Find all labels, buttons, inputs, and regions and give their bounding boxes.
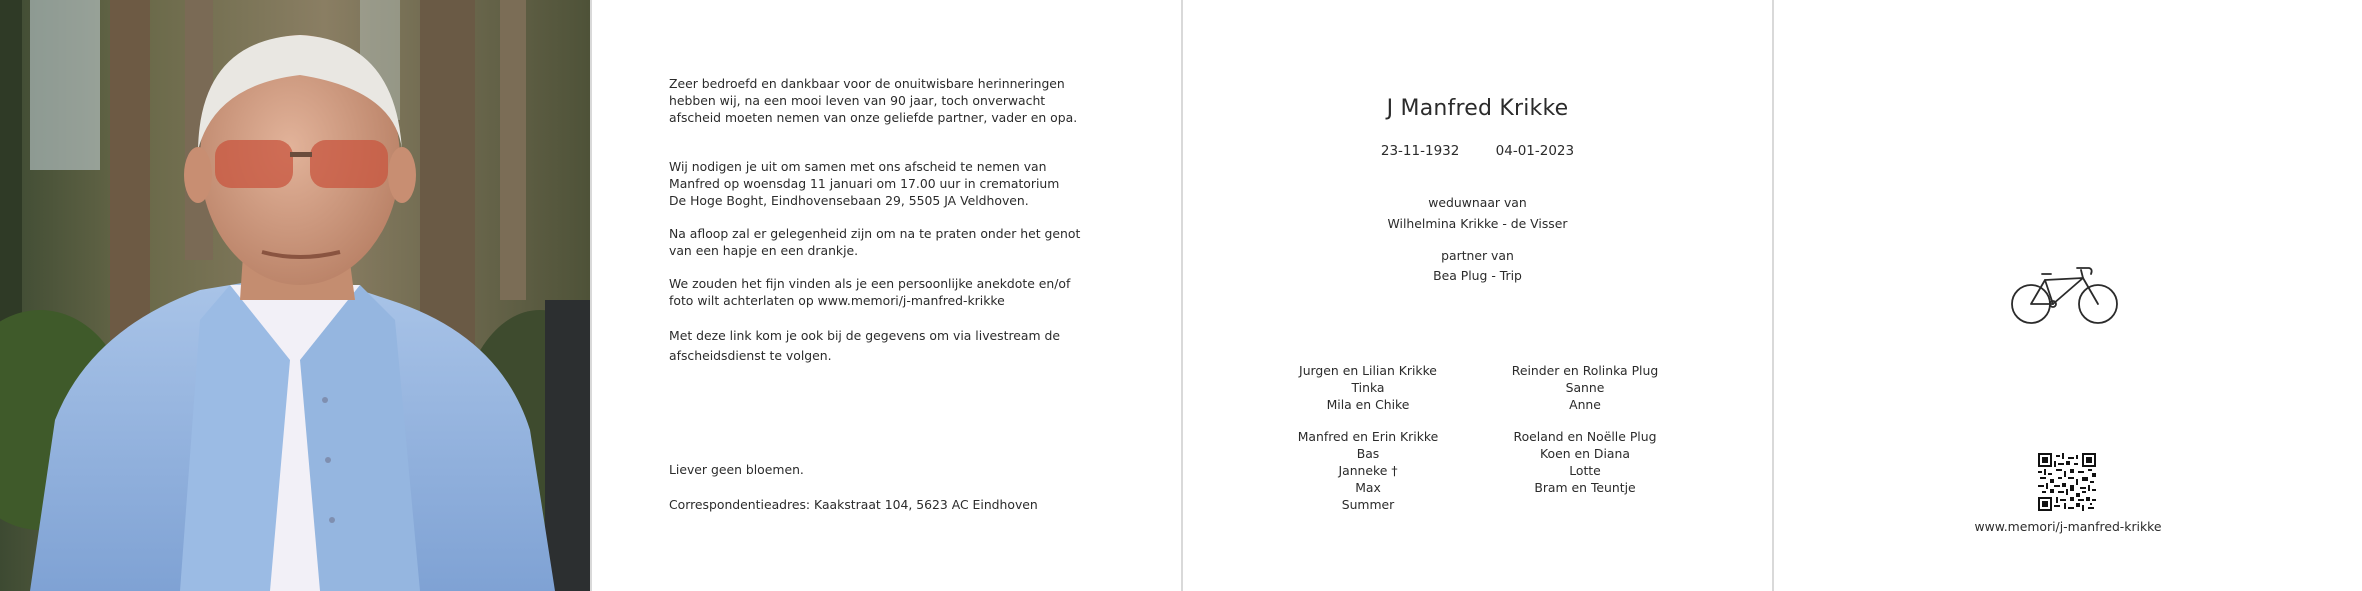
family-line: Anne — [1569, 397, 1601, 412]
birth-date: 23-11-1932 — [1380, 143, 1460, 159]
letter-panel — [592, 0, 1181, 591]
family-line: Roeland en Noëlle Plug — [1513, 429, 1657, 444]
memorial-url: www.memori/j-manfred-krikke — [1974, 519, 2162, 534]
family-column-left — [1268, 362, 1468, 513]
flowers-note: Liever geen bloemen. — [669, 462, 804, 477]
partner-name: Bea Plug - Trip — [1433, 268, 1522, 283]
letter-paragraph: Met deze link kom je ook bij de gegevens om via livestream de afscheidsdienst te volgen. — [669, 328, 1061, 363]
family-line: Janneke † — [1338, 463, 1398, 478]
family-line: Summer — [1341, 497, 1395, 512]
family-column-right — [1485, 362, 1685, 496]
letter-paragraph: Zeer bedroefd en dankbaar voor de onuitwisbare herinneringen hebben wij, na een mooi leven van 90 jaar, toch onverwacht afscheid moeten nemen van onze geliefde partner, vader en opa. — [669, 76, 1078, 125]
family-line: Manfred en Erin Krikke — [1297, 429, 1439, 444]
family-line: Lotte — [1569, 463, 1601, 478]
family-line: Reinder en Rolinka Plug — [1511, 363, 1659, 378]
deceased-name: J Manfred Krikke — [1386, 96, 1569, 121]
letter-paragraph: Wij nodigen je uit om samen met ons afscheid te nemen van Manfred op woensdag 11 januari om 17.00 uur in crematorium De Hoge Boght, Eindhovensebaan 29, 5505 JA Veldhoven. — [669, 159, 1060, 208]
life-dates — [1183, 143, 1772, 159]
letter-paragraph: We zouden het fijn vinden als je een persoonlijke anekdote en/of foto wilt achterlaten op www.memori/j-manfred-krikke — [669, 276, 1071, 308]
family-line: Jurgen en Lilian Krikke — [1299, 363, 1437, 378]
death-date: 04-01-2023 — [1495, 143, 1575, 159]
photo-panel — [0, 0, 590, 591]
family-line: Bram en Teuntje — [1534, 480, 1636, 495]
announcement-panel — [1183, 0, 1772, 591]
partner-label: partner van — [1441, 248, 1514, 263]
family-line: Mila en Chike — [1326, 397, 1410, 412]
qr-code — [2038, 453, 2096, 511]
bicycle-icon — [2011, 260, 2119, 326]
family-line: Bas — [1356, 446, 1380, 461]
letter-paragraph: Na afloop zal er gelegenheid zijn om na te praten onder het genot van een hapje en een drankje. — [669, 226, 1081, 258]
widower-name: Wilhelmina Krikke - de Visser — [1387, 216, 1568, 231]
correspondence-address: Correspondentieadres: Kaakstraat 104, 5623 AC Eindhoven — [669, 497, 1038, 512]
back-panel — [1774, 0, 2362, 591]
family-line: Sanne — [1565, 380, 1605, 395]
widower-label: weduwnaar van — [1428, 195, 1527, 210]
family-line: Tinka — [1351, 380, 1385, 395]
family-line: Max — [1355, 480, 1381, 495]
portrait-photo — [0, 0, 590, 591]
family-line: Koen en Diana — [1540, 446, 1630, 461]
